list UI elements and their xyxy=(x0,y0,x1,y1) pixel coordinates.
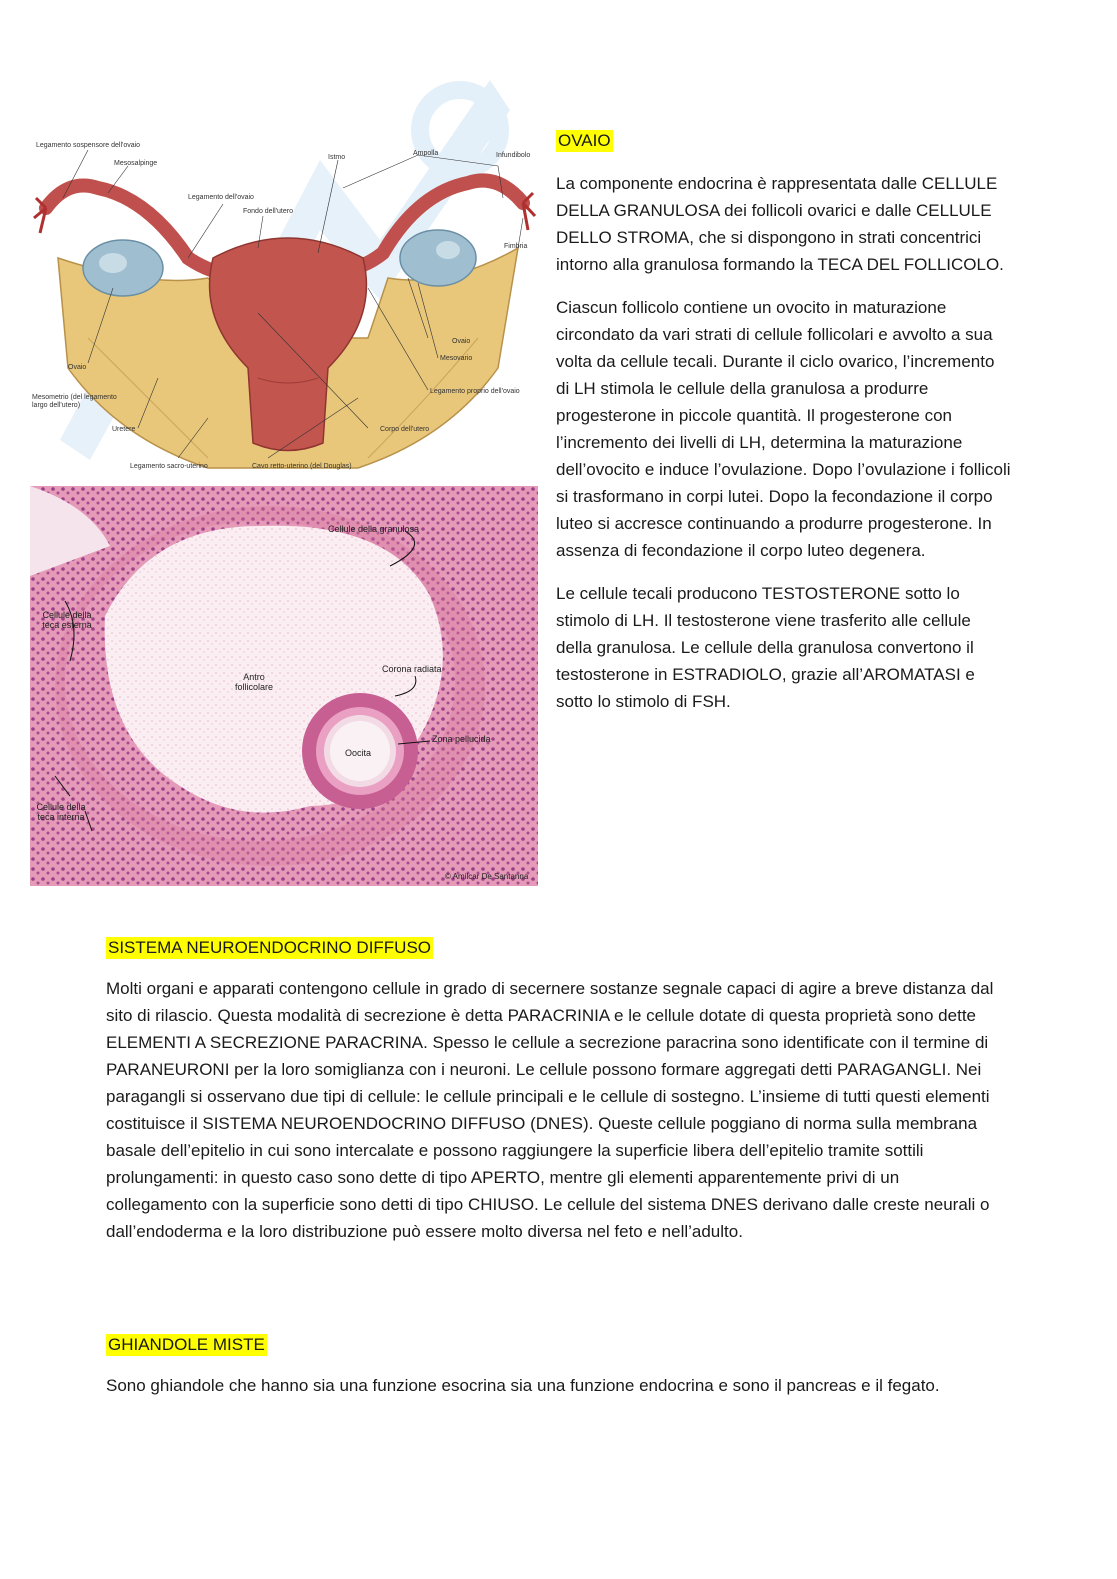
label-mesovario: Mesovario xyxy=(440,355,473,362)
ghiandole-miste-section xyxy=(106,1334,1004,1415)
label-cellule-granulosa: Cellule della granulosa xyxy=(328,524,420,534)
label-ovaio-left: Ovaio xyxy=(68,364,87,371)
anatomy-illustration xyxy=(28,138,538,473)
label-oocita: Oocita xyxy=(345,748,372,758)
label-cavo-retto: Cavo retto-uterino (del Douglas) xyxy=(252,463,352,470)
ghiandole-miste-heading: GHIANDOLE MISTE xyxy=(108,1335,265,1354)
label-corona-radiata: Corona radiata xyxy=(382,664,442,674)
ovaio-section xyxy=(556,130,1011,731)
ghiandole-miste-paragraph: Sono ghiandole che hanno sia una funzione esocrina sia una funzione endocrina e sono il pancreas e il fegato. xyxy=(106,1376,940,1395)
label-legamento-proprio: Legamento proprio dell'ovaio xyxy=(430,388,520,395)
label-ampolla: Ampolla xyxy=(413,150,439,157)
ovaio-paragraph-1: La componente endocrina è rappresentata dalle CELLULE DELLA GRANULOSA dei follicoli ovarici e dalle CELLULE DELLO STROMA, che si dispongono in strati concentrici intorno alla granulosa formando la TECA DEL FOLLICOLO. xyxy=(556,174,1004,274)
label-mesometrio: Mesometrio (del legamento largo dell'utero) xyxy=(32,394,117,409)
label-fondo-utero: Fondo dell'utero xyxy=(243,208,293,215)
label-mesosalpinge: Mesosalpinge xyxy=(114,160,158,167)
uterus-ovary-anatomy-figure xyxy=(28,138,538,473)
label-uretere: Uretere xyxy=(112,426,136,433)
label-legamento-ovaio: Legamento dell'ovaio xyxy=(188,194,254,201)
label-legamento-sacro: Legamento sacro-uterino xyxy=(130,463,208,470)
dnes-paragraph: Molti organi e apparati contengono cellule in grado di secernere sostanze segnale capaci di agire a breve distanza dal sito di rilascio. Questa modalità di secrezione è detta PARACRINIA e le cellule dotate di questa proprietà sono dette ELEMENTI A SECREZIONE PARACRINA. Spesso le cellule a secrezione paracrina sono identificate con il termine di PARANEURONI per la loro somiglianza con i neuroni. Le cellule possono formare aggregati detti PARAGANGLI. Nei paragangli si osservano due tipi di cellule: le cellule principali e le cellule di sostegno. L’insieme di tutti questi elementi costituisce il SISTEMA NEUROENDOCRINO DIFFUSO (DNES). Queste cellule poggiano di norma sulla membrana basale dell’epitelio in cui sono intercalate e possono raggiungere la superficie libera dell’epitelio tramite sottili prolungamenti: in questo caso sono dette di tipo APERTO, mentre gli elementi apparentemente privi di un collegamento con la superficie sono detti di tipo CHIUSO. Le cellule del sistema DNES derivano dalle creste neurali o dall’endoderma e la loro distribuzione può essere molto diversa nel feto e nell’adulto. xyxy=(106,979,994,1241)
label-antro-follicolare: Antro follicolare xyxy=(234,672,274,692)
dnes-section xyxy=(106,937,1004,1261)
ovaio-paragraph-3: Le cellule tecali producono TESTOSTERONE sotto lo stimolo di LH. Il testosterone viene trasferito alle cellule della granulosa. Le cellule della granulosa convertono il testosterone in ESTRADIOLO, grazie all’AROMATASI e sotto lo stimolo di FSH. xyxy=(556,584,975,711)
label-istmo: Istmo xyxy=(328,154,346,161)
label-teca-interna: Cellule della teca interna xyxy=(36,802,86,822)
label-corpo-utero: Corpo dell'utero xyxy=(380,426,430,433)
ovarian-follicle-histology-figure xyxy=(30,486,538,886)
label-legamento-sospensore: Legamento sospensore dell'ovaio xyxy=(36,142,141,149)
label-infundibolo: Infundibolo xyxy=(496,152,531,159)
ovaio-paragraph-2: Ciascun follicolo contiene un ovocito in maturazione circondato da vari strati di cellule follicolari e avvolto a sua volta da cellule tecali. Durante il ciclo ovarico, l’incremento di LH stimola le cellule della granulosa a produrre progesterone in piccole quantità. Il progesterone con l’incremento dei livelli di LH, determina la maturazione dell’ovocito e induce l’ovulazione. Dopo l’ovulazione i follicoli si trasformano in corpi lutei. Dopo la fecondazione il corpo luteo si accresce continuando a produrre progesterone. In assenza di fecondazione il corpo luteo degenera. xyxy=(556,298,1011,560)
label-zona-pellucida: Zona pellucida xyxy=(432,734,491,744)
label-ovaio-right: Ovaio xyxy=(452,338,471,345)
label-teca-esterna: Cellule della teca esterna xyxy=(42,610,92,630)
image-credit: © Amilcar De Santanna xyxy=(445,872,529,881)
dnes-heading: SISTEMA NEUROENDOCRINO DIFFUSO xyxy=(108,938,432,957)
ovaio-heading: OVAIO xyxy=(558,131,611,150)
histology-micrograph xyxy=(30,486,538,886)
label-fimbria: Fimbria xyxy=(504,243,528,250)
